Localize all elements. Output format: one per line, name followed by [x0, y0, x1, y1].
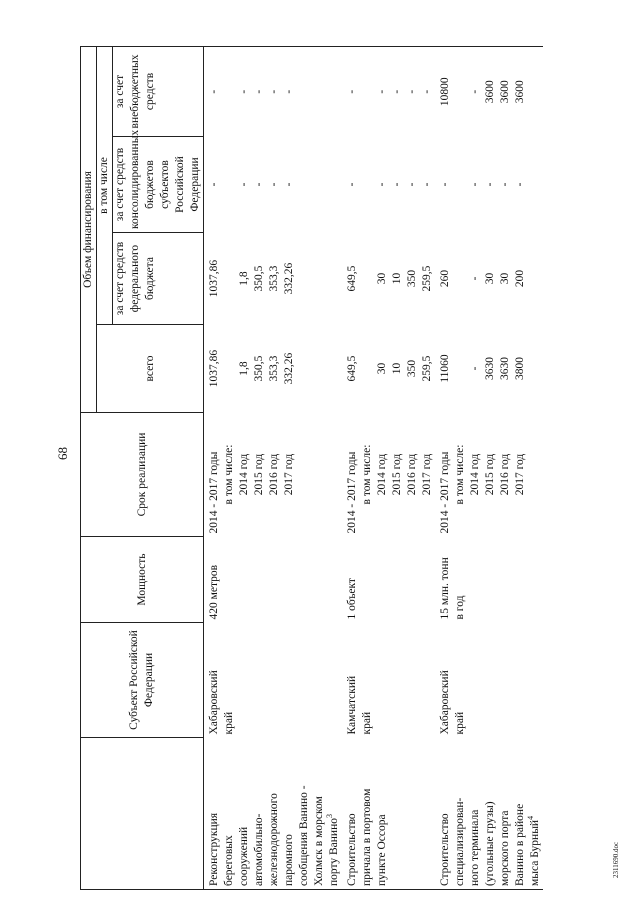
- offbudget-cell: -: [252, 46, 267, 136]
- table-row: [483, 46, 498, 889]
- offbudget-cell: -: [282, 46, 297, 136]
- subject-cell: Камчатский: [346, 675, 358, 735]
- term-cell: 2016 год: [268, 453, 280, 496]
- header-federal: за счет средств федерального бюджета: [113, 233, 204, 325]
- regional-cell: -: [514, 182, 526, 187]
- project-name-line: [342, 738, 360, 890]
- project-name-text: мыса Бурный: [529, 819, 541, 886]
- capacity-cell: [498, 537, 513, 623]
- capacity-cell: в год: [454, 595, 466, 620]
- subject-cell: [312, 623, 327, 738]
- project-name-line: [405, 738, 420, 890]
- federal-cell: 350,5: [253, 265, 265, 292]
- term-cell: 2017 год: [421, 453, 433, 496]
- total-cell: 1,8: [238, 361, 250, 376]
- subject-cell: край: [454, 711, 466, 735]
- capacity-cell: [222, 537, 237, 623]
- total-cell: [528, 325, 543, 413]
- project-name-line: [513, 738, 528, 890]
- subject-cell: [420, 623, 435, 738]
- header-total: всего: [97, 325, 204, 413]
- subject-cell: [282, 623, 297, 738]
- subject-cell: [252, 623, 267, 738]
- offbudget-cell: 10800: [435, 46, 453, 136]
- capacity-cell: [513, 537, 528, 623]
- term-cell: 2014 год: [238, 453, 250, 496]
- total-cell: 259,5: [421, 355, 433, 382]
- offbudget-cell: [312, 46, 327, 136]
- capacity-cell: 1 объект: [346, 578, 358, 620]
- project-name-line: [267, 738, 282, 890]
- project-name-text: автомобильно-: [253, 813, 265, 886]
- total-cell: [312, 325, 327, 413]
- project-name-text: железнодорожного: [268, 793, 280, 886]
- federal-cell: [360, 233, 375, 325]
- regional-cell: -: [376, 182, 388, 187]
- capacity-cell: [282, 537, 297, 623]
- header-offbudget: за счет внебюджетных средств: [113, 46, 204, 136]
- table-row: [468, 46, 483, 889]
- regional-cell: -: [406, 182, 418, 187]
- subject-cell: [327, 623, 342, 738]
- project-name-line: [468, 738, 483, 890]
- term-cell: 2016 год: [499, 453, 511, 496]
- table-row: [267, 46, 282, 889]
- project-name-text: морского порта: [499, 810, 511, 886]
- project-name-text: Строительство: [439, 813, 451, 886]
- project-name-text: специализирован-: [454, 797, 466, 886]
- total-cell: [360, 325, 375, 413]
- federal-cell: 30: [376, 272, 388, 285]
- term-cell: в том числе:: [223, 444, 235, 505]
- term-cell: [312, 413, 327, 537]
- total-cell: 11060: [439, 354, 451, 383]
- table-row: [297, 46, 312, 889]
- offbudget-cell: -: [237, 46, 252, 136]
- regional-cell: -: [238, 182, 250, 187]
- offbudget-cell: [222, 46, 237, 136]
- offbudget-cell: -: [405, 46, 420, 136]
- regional-cell: [528, 137, 543, 233]
- federal-cell: 30: [499, 272, 511, 285]
- table-row: [327, 46, 342, 889]
- project-name-text: Ванино в районе: [514, 803, 526, 886]
- table-row: [237, 46, 252, 889]
- regional-cell: -: [208, 182, 220, 187]
- project-name-text: Строительство: [346, 813, 358, 886]
- header-subject: Субъект Российской Федерации: [81, 623, 204, 738]
- regional-cell: -: [253, 182, 265, 187]
- capacity-cell: [297, 537, 312, 623]
- project-name-line: [297, 738, 312, 890]
- capacity-cell: [468, 537, 483, 623]
- subject-cell: [237, 623, 252, 738]
- capacity-cell: [375, 537, 390, 623]
- table-row: [528, 46, 543, 889]
- regional-cell: -: [346, 182, 358, 187]
- federal-cell: [528, 233, 543, 325]
- project-name-line: [420, 738, 435, 890]
- federal-cell: 260: [439, 269, 451, 288]
- project-name-line: [204, 738, 223, 890]
- subject-cell: [468, 623, 483, 738]
- subject-cell: [297, 623, 312, 738]
- term-cell: 2015 год: [253, 453, 265, 496]
- header-term: Срок реализации: [81, 413, 204, 537]
- federal-cell: 649,5: [346, 265, 358, 292]
- table-row: [222, 46, 237, 889]
- project-name-text: паромного: [283, 834, 295, 886]
- term-cell: 2017 год: [514, 453, 526, 496]
- table-row: [435, 46, 453, 889]
- term-cell: 2014 год: [469, 453, 481, 496]
- term-cell: 2014 - 2017 годы: [208, 451, 220, 534]
- federal-cell: 1037,86: [208, 259, 220, 298]
- offbudget-cell: [453, 46, 468, 136]
- regional-cell: -: [283, 182, 295, 187]
- project-name-line: [528, 738, 543, 890]
- subject-cell: [513, 623, 528, 738]
- table-row: [252, 46, 267, 889]
- capacity-cell: 420 метров: [208, 564, 220, 620]
- header-capacity: Мощность: [81, 537, 204, 623]
- federal-cell: 353,3: [268, 265, 280, 292]
- capacity-cell: [405, 537, 420, 623]
- capacity-cell: [420, 537, 435, 623]
- term-cell: 2014 - 2017 годы: [439, 451, 451, 534]
- subject-cell: край: [223, 711, 235, 735]
- offbudget-cell: -: [420, 46, 435, 136]
- regional-cell: -: [439, 182, 451, 187]
- offbudget-cell: [297, 46, 312, 136]
- subject-cell: [528, 623, 543, 738]
- federal-cell: [297, 233, 312, 325]
- total-cell: 353,3: [268, 355, 280, 382]
- federal-cell: 1,8: [238, 271, 250, 286]
- term-cell: в том числе:: [361, 444, 373, 505]
- project-name-text: пункте Оссора: [376, 814, 388, 886]
- footnote-mark: 3: [325, 814, 335, 818]
- table-row: [453, 46, 468, 889]
- capacity-cell: [267, 537, 282, 623]
- rotated-table-wrapper: [80, 47, 615, 890]
- total-cell: 3630: [484, 357, 496, 380]
- project-name-text: причала в портовом: [361, 788, 373, 886]
- total-cell: [327, 325, 342, 413]
- offbudget-cell: -: [342, 46, 360, 136]
- total-cell: 10: [391, 362, 403, 375]
- project-name-line: [483, 738, 498, 890]
- total-cell: 3800: [514, 357, 526, 380]
- federal-cell: 200: [514, 269, 526, 288]
- federal-cell: 10: [391, 272, 403, 285]
- total-cell: 332,26: [283, 352, 295, 385]
- term-cell: [297, 413, 312, 537]
- subject-cell: [267, 623, 282, 738]
- regional-cell: -: [268, 182, 280, 187]
- total-cell: [453, 325, 468, 413]
- regional-cell: [453, 137, 468, 233]
- capacity-cell: [237, 537, 252, 623]
- capacity-cell: [483, 537, 498, 623]
- regional-cell: [222, 137, 237, 233]
- term-cell: 2017 год: [283, 453, 295, 496]
- regional-cell: [327, 137, 342, 233]
- header-regional: за счет средств консолидированных бюджетов субъектов Российской Федерации: [113, 137, 204, 233]
- federal-cell: [222, 233, 237, 325]
- term-cell: 2014 - 2017 годы: [346, 451, 358, 534]
- term-cell: 2016 год: [406, 453, 418, 496]
- regional-cell: -: [499, 182, 511, 187]
- offbudget-cell: -: [204, 46, 223, 136]
- capacity-cell: [528, 537, 543, 623]
- regional-cell: -: [484, 182, 496, 187]
- project-name-text: сооружений: [238, 826, 250, 886]
- subject-cell: [498, 623, 513, 738]
- project-name-line: [360, 738, 375, 890]
- table-row: [204, 46, 223, 889]
- table-row: [312, 46, 327, 889]
- table-row: [390, 46, 405, 889]
- total-cell: 1037,86: [208, 349, 220, 388]
- project-name-line: [282, 738, 297, 890]
- project-name-line: [435, 738, 453, 890]
- federal-cell: [312, 233, 327, 325]
- regional-cell: [312, 137, 327, 233]
- offbudget-cell: -: [468, 46, 483, 136]
- project-name-text: порту Ванино: [328, 818, 340, 886]
- subject-cell: [405, 623, 420, 738]
- term-cell: 2015 год: [484, 453, 496, 496]
- table-row: [405, 46, 420, 889]
- total-cell: 350: [406, 359, 418, 378]
- offbudget-cell: 3600: [498, 46, 513, 136]
- table-row: [513, 46, 528, 889]
- regional-cell: -: [421, 182, 433, 187]
- federal-cell: 259,5: [421, 265, 433, 292]
- project-name-text: Холмск в морском: [313, 796, 325, 886]
- regional-cell: [360, 137, 375, 233]
- project-name-line: [498, 738, 513, 890]
- header-financing: Объем финансирования: [81, 46, 97, 412]
- federal-cell: 332,26: [283, 262, 295, 295]
- federal-cell: 350: [406, 269, 418, 288]
- offbudget-cell: [528, 46, 543, 136]
- subject-cell: [483, 623, 498, 738]
- offbudget-cell: 3600: [513, 46, 528, 136]
- header-including: в том числе: [97, 46, 113, 324]
- offbudget-cell: [360, 46, 375, 136]
- project-name-line: [375, 738, 390, 890]
- subject-cell: край: [361, 711, 373, 735]
- financing-table: [80, 46, 543, 890]
- term-cell: [528, 413, 543, 537]
- capacity-cell: [312, 537, 327, 623]
- table-row: [360, 46, 375, 889]
- table-row: [420, 46, 435, 889]
- total-cell: 350,5: [253, 355, 265, 382]
- project-name-text: береговых: [223, 835, 235, 886]
- table-row: [342, 46, 360, 889]
- capacity-cell: [390, 537, 405, 623]
- project-name-line: [222, 738, 237, 890]
- project-name-text: (угольные грузы): [484, 801, 496, 886]
- project-name-line: [453, 738, 468, 890]
- regional-cell: -: [391, 182, 403, 187]
- offbudget-cell: 3600: [483, 46, 498, 136]
- federal-cell: 30: [484, 272, 496, 285]
- table-row: [498, 46, 513, 889]
- table-header: [81, 46, 204, 889]
- table-body: [204, 46, 544, 889]
- capacity-cell: 15 млн. тонн: [439, 557, 451, 620]
- total-cell: -: [469, 366, 481, 371]
- subject-cell: Хабаровский: [208, 670, 220, 735]
- term-cell: 2015 год: [391, 453, 403, 496]
- regional-cell: [297, 137, 312, 233]
- term-cell: в том числе:: [454, 444, 466, 505]
- federal-cell: [453, 233, 468, 325]
- subject-cell: Хабаровский: [439, 670, 451, 735]
- footnote-mark: 4: [526, 815, 536, 820]
- term-cell: [327, 413, 342, 537]
- federal-cell: [327, 233, 342, 325]
- project-name-text: ного терминала: [469, 809, 481, 886]
- capacity-cell: [327, 537, 342, 623]
- total-cell: 3630: [499, 357, 511, 380]
- subject-cell: [375, 623, 390, 738]
- total-cell: 649,5: [346, 355, 358, 382]
- header-project: [81, 738, 204, 890]
- total-cell: [222, 325, 237, 413]
- project-name-line: [252, 738, 267, 890]
- offbudget-cell: [327, 46, 342, 136]
- regional-cell: -: [469, 182, 481, 187]
- project-name-text: Реконструкция: [208, 812, 220, 886]
- capacity-cell: [252, 537, 267, 623]
- federal-cell: -: [469, 276, 481, 281]
- offbudget-cell: -: [390, 46, 405, 136]
- project-name-line: [327, 738, 342, 890]
- offbudget-cell: -: [267, 46, 282, 136]
- project-name-line: [390, 738, 405, 890]
- total-cell: [297, 325, 312, 413]
- total-cell: 30: [376, 362, 388, 375]
- table-row: [282, 46, 297, 889]
- capacity-cell: [360, 537, 375, 623]
- project-name-line: [237, 738, 252, 890]
- subject-cell: [390, 623, 405, 738]
- offbudget-cell: -: [375, 46, 390, 136]
- term-cell: 2014 год: [376, 453, 388, 496]
- table-row: [375, 46, 390, 889]
- project-name-text: сообщения Ванино -: [298, 785, 310, 886]
